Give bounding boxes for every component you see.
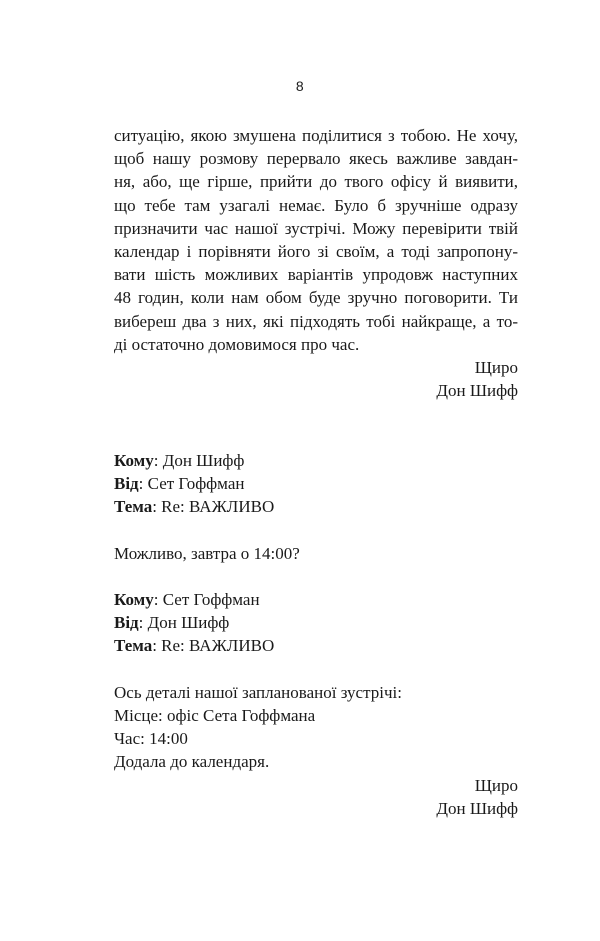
email-body-line: Час: 14:00 (114, 729, 188, 749)
email-subject-line (114, 495, 518, 518)
from-value: : Сет Гоффман (138, 474, 245, 494)
spacer (114, 658, 518, 681)
paragraph-line: 48 годин, коли нам обом буде зручно поговорити. Ти (114, 288, 518, 308)
email-body-line: Ось деталі нашої запланованої зустрічі: (114, 682, 402, 702)
email-from-line (114, 611, 518, 634)
email-to-line (114, 588, 518, 611)
paragraph-line: календар і порівняти його зі своїм, а тоді запропону- (114, 242, 518, 262)
subject-value: : Re: ВАЖЛИВО (152, 636, 275, 656)
email-from-line (114, 472, 518, 495)
spacer (114, 565, 518, 588)
letter-closing: Щиро (474, 358, 518, 378)
spacer (114, 402, 518, 425)
spacer (114, 426, 518, 449)
email-body: Можливо, завтра о 14:00? (114, 543, 300, 563)
subject-value: : Re: ВАЖЛИВО (152, 497, 275, 517)
paragraph-line: ді остаточно домовимося про час. (114, 334, 360, 354)
subject-label: Тема (114, 636, 153, 656)
email-body-line: Додала до календаря. (114, 752, 270, 772)
from-value: : Дон Шифф (138, 613, 230, 633)
email-header (114, 588, 518, 658)
paragraph-line: вати шість можливих варіантів упродовж наступних (114, 265, 518, 285)
email-to-line (114, 449, 518, 472)
email-header (114, 449, 518, 519)
paragraph-line: вибереш два з них, які підходять тобі найкраще, а то- (114, 311, 518, 331)
paragraph-line: щоб нашу розмову перервало якесь важливе завдан- (114, 149, 518, 169)
to-value: : Дон Шифф (153, 450, 245, 470)
from-label: Від (114, 613, 139, 633)
to-label: Кому (114, 590, 154, 609)
from-label: Від (114, 474, 139, 494)
email-body (114, 681, 518, 774)
email-subject-line (114, 634, 518, 657)
paragraph-line: ситуацію, якою змушена поділитися з тобою. Не хочу, (114, 126, 518, 145)
paragraph-line: що тебе там узагалі немає. Було б зручніше одразу (114, 195, 518, 215)
to-label: Кому (114, 450, 154, 470)
letter-paragraph (114, 124, 518, 356)
email-signature: Дон Шифф (436, 798, 518, 818)
spacer (114, 518, 518, 541)
page-content (114, 124, 518, 820)
page-number: 8 (295, 78, 305, 94)
email-body-line: Місце: офіс Сета Гоффмана (114, 706, 316, 725)
paragraph-line: призначити час нашої зустрічі. Можу перевірити твій (114, 218, 518, 238)
paragraph-line: ня, або, ще гірше, прийти до твого офісу й виявити, (114, 172, 518, 192)
letter-signature: Дон Шифф (436, 381, 518, 401)
to-value: : Сет Гоффман (153, 590, 260, 609)
subject-label: Тема (114, 497, 153, 517)
email-closing: Щиро (474, 775, 518, 795)
